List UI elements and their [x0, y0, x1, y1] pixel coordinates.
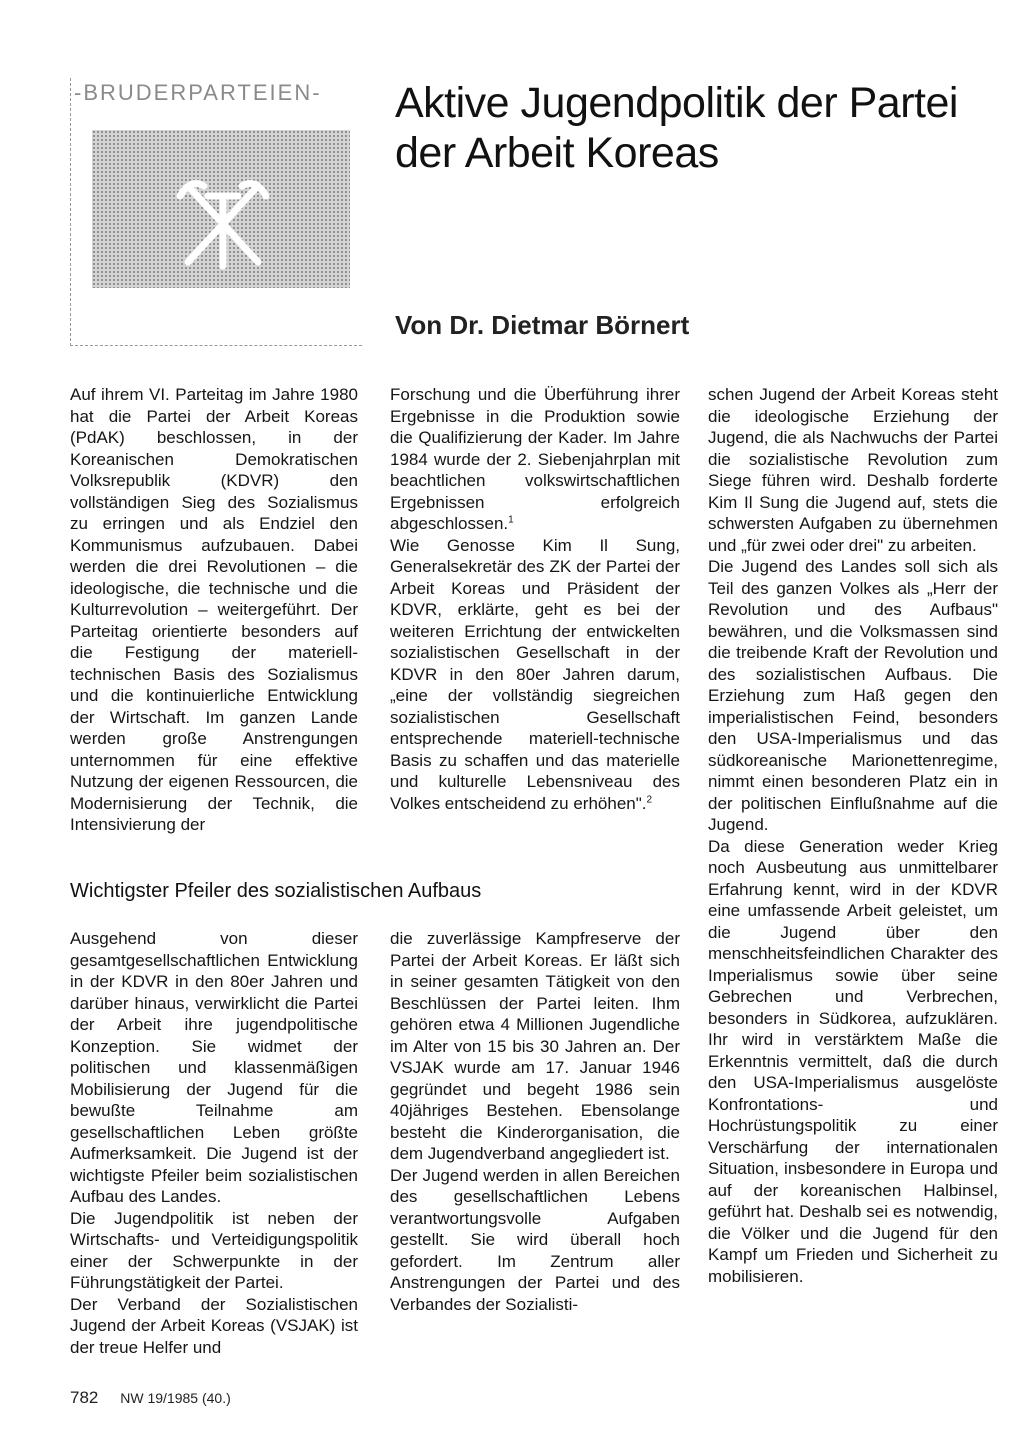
paragraph: die zuverlässige Kampfreserve der Partei der Arbeit Koreas. Er läßt sich in seiner gesamten Tätigkeit von den Beschlüssen der Partei leiten. Ihm gehören etwa 4 Millionen Jugendliche im Alter von 15 bis 30 Jahren an. Der VSJAK wurde am 17. Januar 1946 gegründet und begeht 1986 sein 40jähriges Bestehen. Ebensolange besteht die Kinderorganisation, die dem Jugendverband angegliedert ist.: [390, 929, 680, 1163]
issue-info: NW 19/1985 (40.): [120, 1390, 231, 1406]
text-column-1-lower: [70, 928, 358, 1358]
paragraph: Die Jugendpolitik ist neben der Wirtschafts- und Verteidigungspolitik einer der Schwerpunkte in der Führungstätigkeit der Partei.: [70, 1208, 358, 1292]
paragraph: [390, 535, 680, 815]
paragraph: Ausgehend von dieser gesamtgesellschaftlichen Entwicklung in der KDVR in den 80er Jahren und darüber hinaus, verwirklicht die Partei der Arbeit ihre jugendpolitische Konzeption. Sie widmet der politischen und klassenmäßigen Mobilisierung der Jugend für die bewußte Teilnahme am gesellschaftlichen Leben größte Aufmerksamkeit. Die Jugend ist der wichtigste Pfeiler beim sozialistischen Aufbau des Landes.: [70, 929, 358, 1206]
paragraph: Da diese Generation weder Krieg noch Ausbeutung aus unmittelbarer Erfahrung kennt, wird in der KDVR eine umfassende Arbeit geleistet, um die Jugend über den menschheitsfeindlichen Charakter des Imperialismus sowie über seine Gebrechen und Verbrechen, besonders in Südkorea, aufzuklären. Ihr wird in verstärktem Maße die Erkenntnis vermittelt, daß die durch den USA-Imperialismus ausgelöste Konfrontations- und Hochrüstungspolitik zu einer Verschärfung der internationalen Situation, insbesondere in Europa und auf der koreanischen Halbinsel, geführt hat. Deshalb sei es notwendig, die Völker und die Jugend für den Kampf um Frieden und Sicherheit zu mobilisieren.: [708, 836, 998, 1286]
text-column-2-lower: [390, 928, 680, 1315]
article-title: Aktive Jugendpolitik der Partei der Arbeit Koreas: [395, 79, 958, 177]
text-column-1: [70, 384, 358, 836]
paragraph-text: Wie Genosse Kim Il Sung, Generalsekretär des ZK der Partei der Arbeit Koreas und Präsident der KDVR, erklärte, geht es bei der weiteren Errichtung der entwickelten sozialistischen Gesellschaft in der KDVR in den 80er Jahren darum, „eine der vollständig siegreichen sozialistischen Gesellschaft entsprechende materiell-technische Basis zu schaffen und das materielle und kulturelle Lebensniveau des Volkes entscheidend zu erhöhen".: [390, 535, 680, 813]
section-subheading: Wichtigster Pfeiler des sozialistischen Aufbaus: [70, 880, 482, 902]
section-label: -BRUDERPARTEIEN-: [74, 80, 322, 105]
footnote-marker: 1: [508, 514, 514, 526]
text-column-3: [708, 384, 998, 1287]
paragraph: Der Jugend werden in allen Bereichen des gesellschaftlichen Lebens verantwortungsvolle Aufgaben gestellt. Sie wird überall hoch gefordert. Im Zentrum aller Anstrengungen der Partei und des Verbandes der Sozialisti-: [390, 1165, 680, 1314]
paragraph: [390, 384, 680, 535]
paragraph-text: Forschung und die Überführung ihrer Ergebnisse in die Produktion sowie die Qualifizierung der Kader. Im Jahre 1984 wurde der 2. Siebenjahrplan mit beachtlichen volkswirtschaftlichen Ergebnissen erfolgreich abgeschlossen.: [390, 385, 680, 533]
page-number: 782: [70, 1388, 99, 1407]
paragraph: Die Jugend des Landes soll sich als Teil des ganzen Volkes als „Herr der Revolution und des Aufbaus" bewähren, und die Volksmassen sind die treibende Kraft der Revolution und des sozialistischen Aufbaus. Die Erziehung zum Haß gegen den imperialistischen Feind, besonders den USA-Imperialismus und das südkoreanische Marionettenregime, nimmt einen besonderen Platz ein in der politischen Einflußnahme auf die Jugend.: [708, 557, 998, 834]
page-footer: [70, 1388, 231, 1408]
paragraph: schen Jugend der Arbeit Koreas steht die ideologische Erziehung der Jugend, die als Nachwuchs der Partei die sozialistische Revolution zum Siege führen wird. Deshalb forderte Kim Il Sung die Jugend auf, stets die schwersten Aufgaben zu übernehmen und „für zwei oder drei" zu arbeiten.: [708, 385, 998, 555]
paragraph: Auf ihrem VI. Parteitag im Jahre 1980 hat die Partei der Arbeit Koreas (PdAK) beschlossen, in der Koreanischen Demokratischen Volksrepublik (KDVR) den vollständigen Sieg des Sozialismus zu erringen und als Endziel den Kommunismus aufzubauen. Dabei werden die drei Revolutionen – die ideologische, die technische und die Kulturrevolution – weitergeführt. Der Parteitag orientierte besonders auf die Festigung der materiell-technischen Basis des Sozialismus und die kontinuierliche Entwicklung der Wirtschaft. Im ganzen Lande werden große Anstrengungen unternommen für eine effektive Nutzung der eigenen Ressourcen, die Modernisierung der Technik, die Intensivierung der: [70, 385, 358, 834]
article-author: Von Dr. Dietmar Börnert: [395, 310, 690, 340]
paragraph: Der Verband der Sozialistischen Jugend der Arbeit Koreas (VSJAK) ist der treue Helfer und: [70, 1294, 358, 1357]
text-column-2: [390, 384, 680, 814]
party-emblem-icon: [168, 170, 278, 285]
footnote-marker: 2: [646, 793, 653, 805]
